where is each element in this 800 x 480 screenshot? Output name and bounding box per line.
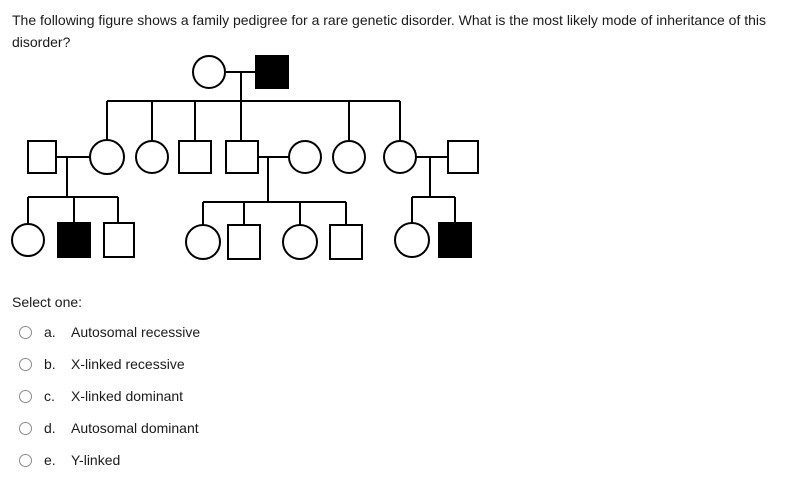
gen3-male — [228, 225, 260, 259]
gen3-male-affected — [439, 223, 471, 257]
question-text: The following figure shows a family pedigree for a rare genetic disorder. What is the most likely mode of inheritance of this disorder? — [12, 12, 767, 50]
radio-button[interactable] — [19, 422, 32, 435]
option-letter: a. — [44, 324, 56, 340]
option-label: Y-linked — [71, 452, 121, 468]
gen2-female — [333, 141, 365, 173]
option-letter: e. — [44, 452, 56, 468]
gen3-female — [395, 223, 429, 257]
gen2-male-spouse — [448, 141, 478, 173]
option-a[interactable] — [14, 316, 200, 348]
select-one-prompt: Select one: — [12, 294, 83, 310]
gen3-female — [186, 225, 220, 259]
radio-button[interactable] — [19, 326, 32, 339]
answer-options — [14, 316, 200, 476]
gen2-female — [384, 141, 416, 173]
option-label: Autosomal dominant — [71, 420, 199, 436]
option-c[interactable] — [14, 380, 200, 412]
option-d[interactable] — [14, 412, 200, 444]
option-letter: c. — [44, 388, 55, 404]
gen2-male — [179, 141, 211, 173]
option-e[interactable] — [14, 444, 200, 476]
radio-button[interactable] — [19, 454, 32, 467]
gen2-female — [90, 140, 124, 174]
option-letter: b. — [44, 356, 56, 372]
gen3-female — [283, 225, 317, 259]
option-label: Autosomal recessive — [71, 324, 201, 340]
gen1-male-affected — [256, 56, 288, 88]
gen1-female-unaffected — [193, 56, 225, 88]
gen3-male — [104, 223, 134, 257]
radio-button[interactable] — [19, 358, 32, 371]
gen2-male-spouse — [28, 141, 56, 173]
radio-button[interactable] — [19, 390, 32, 403]
gen3-male-affected — [58, 223, 90, 257]
gen2-male — [226, 141, 258, 173]
gen2-female — [136, 141, 168, 173]
gen3-female — [12, 224, 44, 256]
gen2-female-spouse — [289, 141, 321, 173]
option-label: X-linked recessive — [71, 356, 185, 372]
option-label: X-linked dominant — [71, 388, 184, 404]
option-letter: d. — [44, 420, 56, 436]
option-b[interactable] — [14, 348, 200, 380]
gen3-male — [330, 225, 362, 259]
